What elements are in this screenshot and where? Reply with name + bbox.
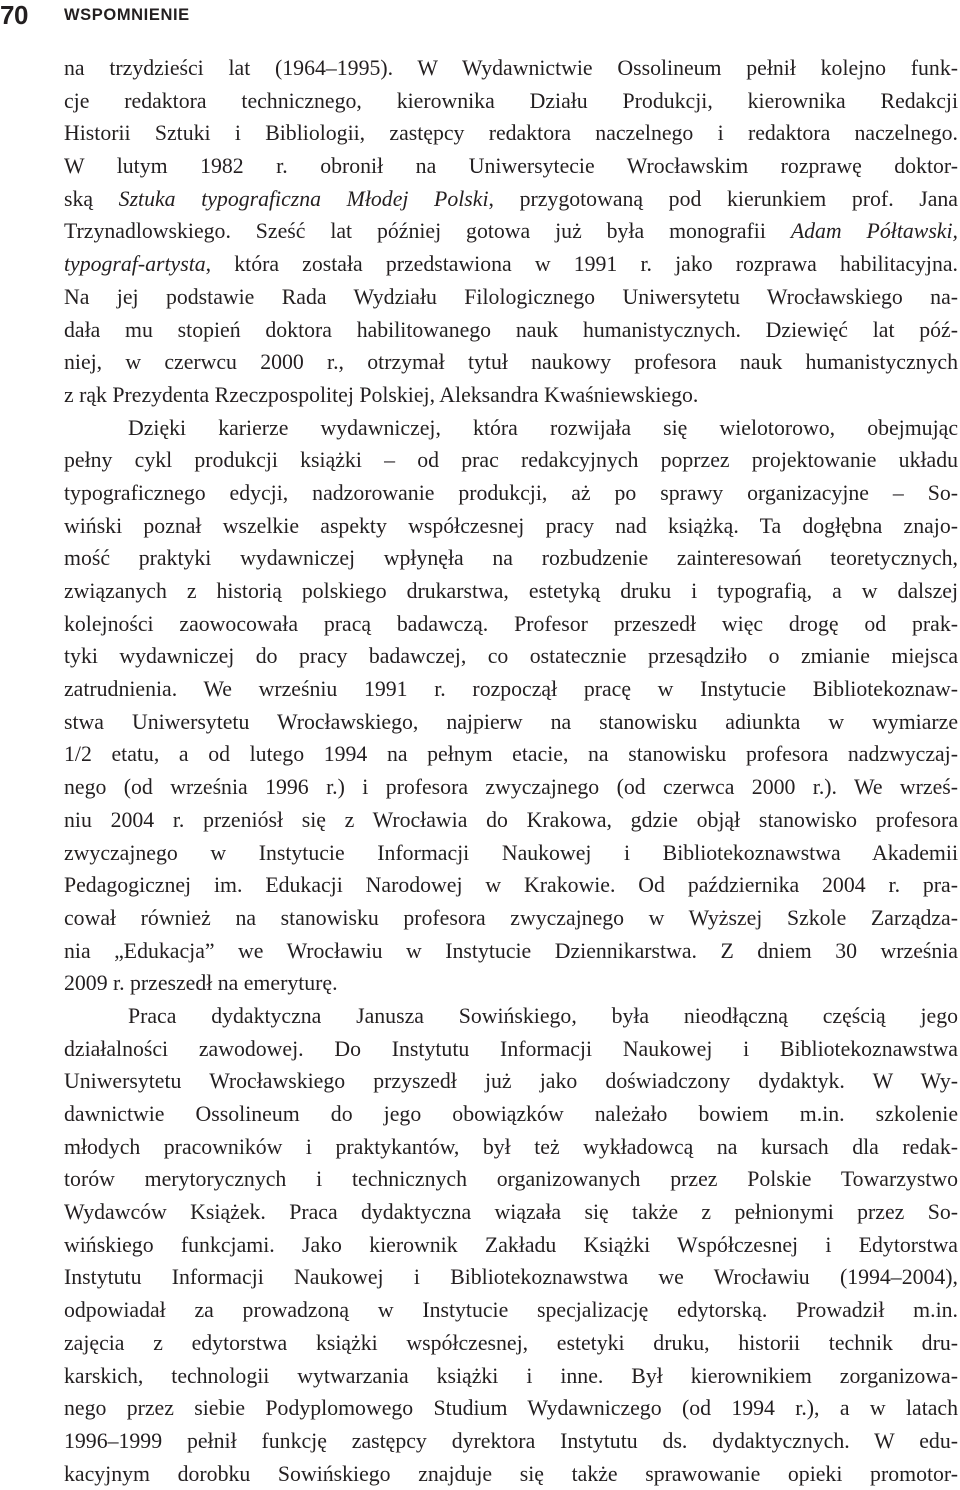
text-line [64,1425,958,1458]
text-line [64,608,958,641]
line-text: Na jej podstawie Rada Wydziału Filologicznego Uniwersytetu Wrocławskiego na- [64,284,958,309]
text-line [64,869,958,902]
text-line [64,314,958,347]
line-text: Uniwersytetu Wrocławskiego przyszedł już jako doświadczony dydaktyk. W Wy- [64,1069,958,1094]
line-text: niu 2004 r. przeniósł się z Wrocławia do Krakowa, gdzie objął stanowisko profesora [64,807,958,832]
line-text: stwa Uniwersytetu Wrocławskiego, najpierw na stanowisku adiunkta w wymiarze [64,709,958,734]
line-text: Dzięki karierze wydawniczej, która rozwijała się wielotorowo, obejmując [128,415,958,440]
line-text: 2009 r. przeszedł na emeryturę. [64,971,338,996]
text-line [64,444,958,477]
text-line [64,1229,958,1262]
line-text: nego przez siebie Podyplomowego Studium Wydawniczego (od 1994 r.), a w latach [64,1396,958,1421]
line-text: odpowiadał za prowadzoną w Instytucie specjalizację edytorską. Prowadził m.in. [64,1298,958,1323]
line-text: Instytutu Informacji Naukowej i Bibliotekoznawstwa we Wrocławiu (1994–2004), [64,1265,958,1290]
line-text: Trzynadlowskiego. Sześć lat później gotowa już była monografii [64,219,791,244]
text-line [64,1131,958,1164]
line-text: mość praktyki wydawniczej wpłynęła na rozbudzenie zainteresowań teoretycznych, [64,546,958,571]
line-text: tyki wydawniczej do pracy badawczej, co ostatecznie przesądziło o zmianie miejsca [64,644,958,669]
text-line [64,183,958,216]
text-line [64,1392,958,1425]
text-line [64,1065,958,1098]
line-text: Wydawców Książek. Praca dydaktyczna wiązała się także z pełnionymi przez So- [64,1200,958,1225]
line-text: związanych z historią polskiego drukarstwa, estetyką druku i typografią, a w dalszej [64,579,958,603]
text-line [64,1196,958,1229]
text-line [64,771,958,804]
text-line [64,215,958,248]
line-text: Pedagogicznej im. Edukacji Narodowej w Krakowie. Od października 2004 r. pra- [64,873,958,898]
italic-title: typograf-artysta [64,252,206,277]
text-line [64,542,958,575]
line-text: działalności zawodowej. Do Instytutu Informacji Naukowej i Bibliotekoznawstwa [64,1036,958,1061]
line-text: nego (od września 1996 r.) i profesora zwyczajnego (od czerwca 2000 r.). We wrześ- [64,775,958,800]
text-line [64,412,958,445]
text-line [64,52,958,85]
text-line [64,150,958,183]
line-text: typograficznego edycji, nadzorowanie produkcji, aż po sprawy organizacyjne – So- [64,480,958,505]
text-line [64,85,958,118]
line-text: W lutym 1982 r. obronił na Uniwersytecie Wrocławskim rozprawę doktor- [64,154,958,179]
text-line [64,1033,958,1066]
line-text: Praca dydaktyczna Janusza Sowińskiego, była nieodłączną częścią jego [128,1003,958,1028]
text-line [64,281,958,314]
line-text: kolejności zaowocowała pracą badawczą. Profesor przeszedł więc drogę od prak- [64,611,958,636]
text-line [64,640,958,673]
line-text: kacyjnym dorobku Sowińskiego znajduje się także sprawowanie opieki promotor- [64,1461,958,1486]
line-text: dawnictwie Ossolineum do jego obowiązków należało bowiem m.in. szkolenie [64,1102,958,1126]
text-line [64,117,958,150]
line-text: torów merytorycznych i technicznych organizowanych przez Polskie Towarzystwo [64,1167,958,1192]
section-title: WSPOMNIENIE [64,6,190,24]
text-line [64,935,958,968]
line-text: pełny cykl produkcji książki – od prac redakcyjnych poprzez projektowanie układu [64,448,958,473]
text-line [64,510,958,543]
text-line [64,804,958,837]
line-text: karskich, technologii wytwarzania książki i inne. Był kierownikiem zorganizowa- [64,1363,958,1388]
running-header [0,0,960,34]
line-text: nia „Edukacja” we Wrocławiu w Instytucie Dziennikarstwa. Z dniem 30 września [64,938,958,963]
line-text: 1996–1999 pełnił funkcję zastępcy dyrektora Instytutu ds. dydaktycznych. W edu- [64,1428,958,1453]
line-text: cje redaktora technicznego, kierownika Działu Produkcji, kierownika Redakcji [64,88,958,113]
text-line [64,1098,958,1131]
line-text: dała mu stopień doktora habilitowanego nauk humanistycznych. Dziewięć lat póź- [64,317,958,342]
text-line [64,1360,958,1393]
text-line [64,248,958,281]
line-text: 1/2 etatu, a od lutego 1994 na pełnym etacie, na stanowisku profesora nadzwyczaj- [64,742,958,767]
line-text: , która została przedstawiona w 1991 r. jako rozprawa habilitacyjna. [205,252,958,277]
text-line [64,1261,958,1294]
text-line [64,967,958,1000]
line-text: wińskiego funkcjami. Jako kierownik Zakładu Książki Współczesnej i Edytorstwa [64,1232,958,1257]
text-line [64,706,958,739]
text-line [64,1000,958,1033]
text-line [64,1327,958,1360]
line-text: zajęcia z edytorstwa książki współczesnej, estetyki druku, historii technik dru- [64,1330,958,1355]
text-line [64,1163,958,1196]
line-text: , przygotowaną pod kierunkiem prof. Jana [488,186,958,211]
text-line [64,902,958,935]
text-line [64,346,958,379]
line-text: ską [64,186,119,211]
page-number: 70 [0,0,28,30]
text-line [64,1294,958,1327]
line-text: zwyczajnego w Instytucie Informacji Naukowej i Bibliotekoznawstwa Akademii [64,840,958,865]
line-text: młodych pracowników i praktykantów, był też wykładowcą na kursach dla redak- [64,1134,958,1159]
text-line [64,575,958,608]
text-line [64,738,958,771]
italic-title: Adam Półtawski, [790,219,958,244]
text-line [64,673,958,706]
article-body [64,52,958,1490]
line-text: z rąk Prezydenta Rzeczpospolitej Polskiej, Aleksandra Kwaśniewskiego. [64,382,699,407]
text-line [64,379,958,412]
text-line [64,477,958,510]
italic-title: Sztuka typograficzna Młodej Polski [118,186,489,211]
line-text: Historii Sztuki i Bibliologii, zastępcy redaktora naczelnego i redaktora naczelnego. [64,121,958,146]
line-text: wiński poznał wszelkie aspekty współczesnej pracy nad książką. Ta dogłębna znajo- [64,513,958,538]
text-line [64,1458,958,1490]
text-line [64,837,958,870]
line-text: niej, w czerwcu 2000 r., otrzymał tytuł naukowy profesora nauk humanistycznych [64,350,958,375]
line-text: na trzydzieści lat (1964–1995). W Wydawnictwie Ossolineum pełnił kolejno funk- [64,56,958,80]
line-text: zatrudnienia. We wrześniu 1991 r. rozpoczął pracę w Instytucie Bibliotekoznaw- [64,677,958,702]
line-text: cował również na stanowisku profesora zwyczajnego w Wyższej Szkole Zarządza- [64,905,958,930]
